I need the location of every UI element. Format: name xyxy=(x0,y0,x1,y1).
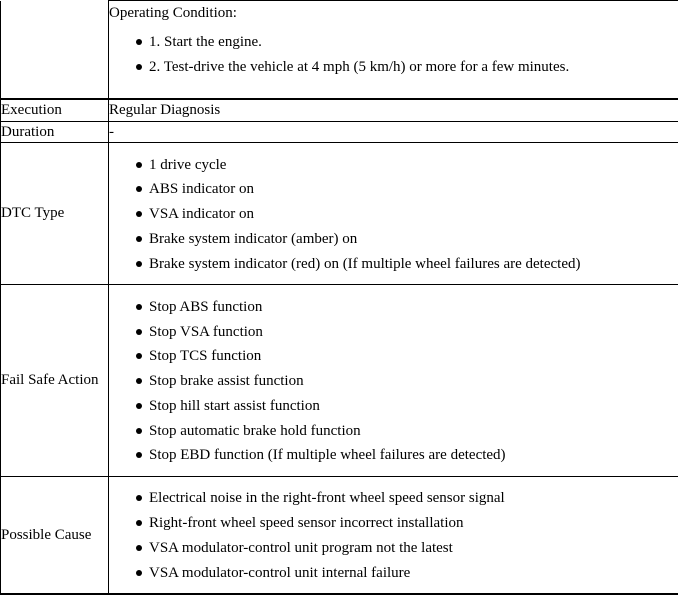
list-item: 2. Test-drive the vehicle at 4 mph (5 km/h) or more for a few minutes. xyxy=(109,55,678,80)
list-item: VSA modulator-control unit program not the latest xyxy=(109,536,678,561)
list-item: Stop TCS function xyxy=(109,344,678,369)
bullet-icon xyxy=(136,452,142,458)
dtc-type-label: DTC Type xyxy=(1,143,109,285)
list-item: VSA modulator-control unit internal failure xyxy=(109,561,678,586)
duration-value: - xyxy=(109,122,678,143)
possible-cause-row xyxy=(1,477,678,595)
bullet-icon xyxy=(136,353,142,359)
execution-label: Execution xyxy=(1,99,109,122)
possible-cause-list xyxy=(109,484,678,585)
operating-condition-title: Operating Condition: xyxy=(109,5,237,21)
bullet-icon xyxy=(136,64,142,70)
operating-condition-cell xyxy=(109,1,678,100)
bullet-icon xyxy=(136,403,142,409)
list-item: Stop EBD function (If multiple wheel failures are detected) xyxy=(109,443,678,468)
fail-safe-action-cell xyxy=(109,285,678,477)
bullet-icon xyxy=(136,304,142,310)
operating-condition-steps xyxy=(109,30,678,80)
list-item: Brake system indicator (red) on (If multiple wheel failures are detected) xyxy=(109,252,678,277)
possible-cause-cell xyxy=(109,477,678,595)
bullet-icon xyxy=(136,378,142,384)
fail-safe-action-label: Fail Safe Action xyxy=(1,285,109,477)
operating-condition-label-cell xyxy=(1,1,109,100)
list-item: 1. Start the engine. xyxy=(109,30,678,55)
execution-value: Regular Diagnosis xyxy=(109,99,678,122)
duration-label: Duration xyxy=(1,122,109,143)
bullet-icon xyxy=(136,545,142,551)
list-item: VSA indicator on xyxy=(109,202,678,227)
bullet-icon xyxy=(136,162,142,168)
bullet-icon xyxy=(136,428,142,434)
bullet-icon xyxy=(136,186,142,192)
bullet-icon xyxy=(136,236,142,242)
execution-row xyxy=(1,99,678,122)
list-item: Right-front wheel speed sensor incorrect installation xyxy=(109,511,678,536)
list-item: Stop VSA function xyxy=(109,320,678,345)
bullet-icon xyxy=(136,570,142,576)
fail-safe-action-row xyxy=(1,285,678,477)
list-item: ABS indicator on xyxy=(109,177,678,202)
list-item: Stop hill start assist function xyxy=(109,394,678,419)
operating-condition-row xyxy=(1,1,678,100)
bullet-icon xyxy=(136,261,142,267)
dtc-type-cell xyxy=(109,143,678,285)
list-item: Stop automatic brake hold function xyxy=(109,419,678,444)
bullet-icon xyxy=(136,211,142,217)
list-item: 1 drive cycle xyxy=(109,153,678,178)
bullet-icon xyxy=(136,495,142,501)
fail-safe-action-list xyxy=(109,293,678,469)
bullet-icon xyxy=(136,329,142,335)
dtc-type-row xyxy=(1,143,678,285)
list-item: Electrical noise in the right-front wheel speed sensor signal xyxy=(109,486,678,511)
list-item: Stop brake assist function xyxy=(109,369,678,394)
duration-row xyxy=(1,122,678,143)
dtc-type-list xyxy=(109,151,678,277)
possible-cause-label: Possible Cause xyxy=(1,477,109,595)
bullet-icon xyxy=(136,520,142,526)
list-item: Stop ABS function xyxy=(109,295,678,320)
bullet-icon xyxy=(136,39,142,45)
list-item: Brake system indicator (amber) on xyxy=(109,227,678,252)
